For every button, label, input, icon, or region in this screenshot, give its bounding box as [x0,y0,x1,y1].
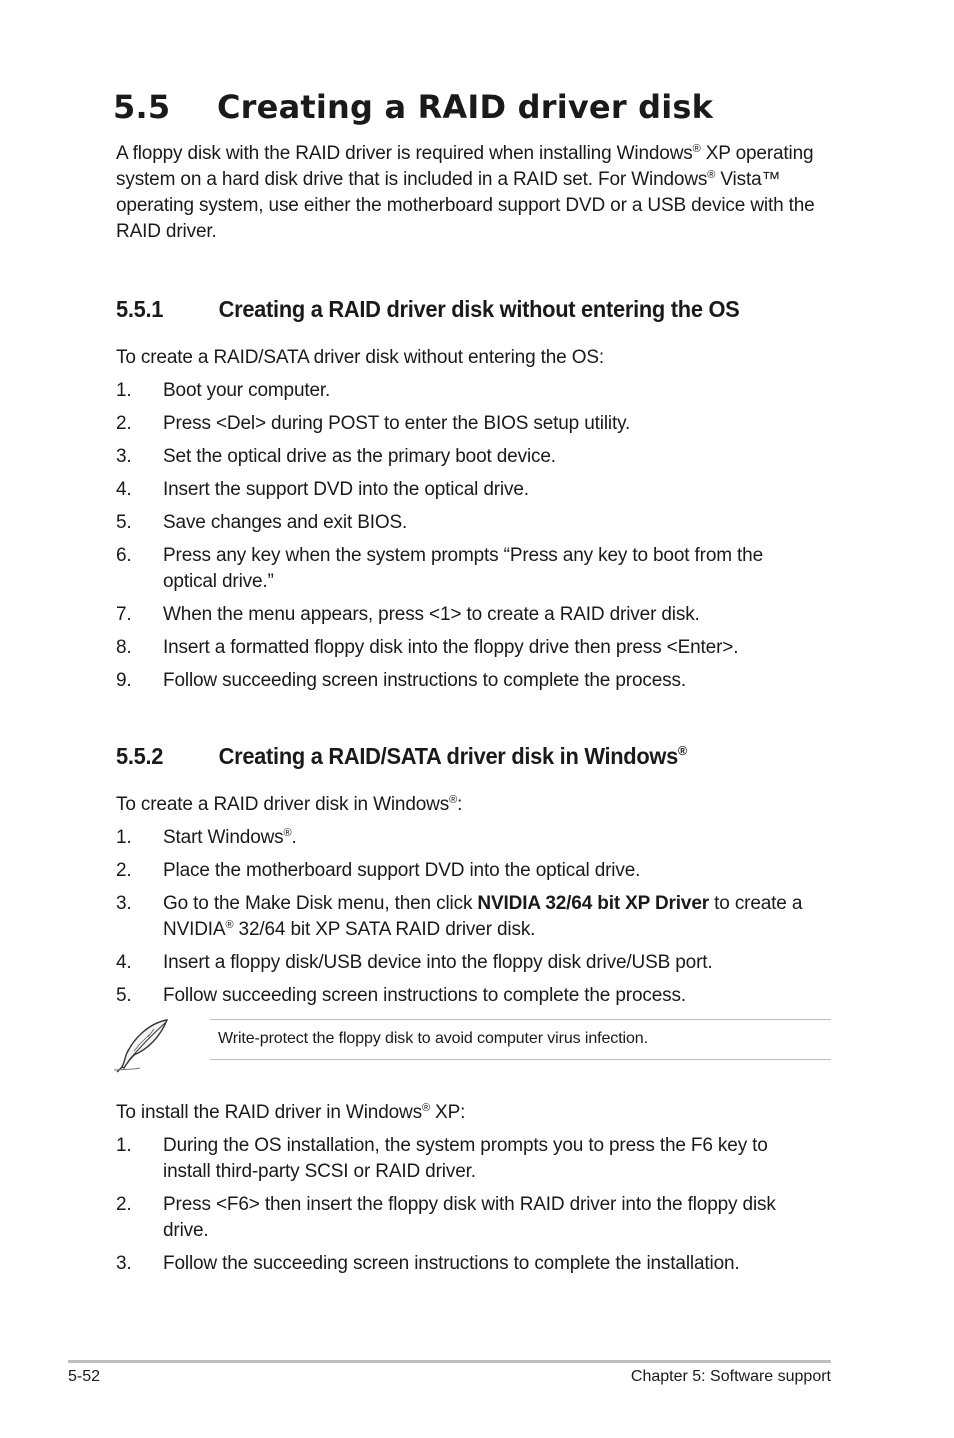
list-item: 2. Press <F6> then insert the floppy disk with RAID driver into the floppy disk drive. [116,1194,776,1241]
list-item: 2. Place the motherboard support DVD into the optical drive. [116,860,641,881]
registered-mark: ® [678,743,687,758]
registered-mark: ® [283,827,292,839]
sub2-steps [116,825,836,1016]
subsection-heading-2 [116,743,687,770]
list-item: 9. Follow succeeding screen instructions to complete the process. [116,670,686,691]
sub1-steps [116,378,836,701]
note-text: Write-protect the floppy disk to avoid computer virus infection. [218,1030,648,1047]
chapter-title: Chapter 5: Software support [630,1368,831,1385]
list-item: 5. Save changes and exit BIOS. [116,512,408,533]
registered-mark: ® [707,169,716,181]
list-item: 1. During the OS installation, the system prompts you to press the F6 key to install third-party SCSI or RAID driver. [116,1135,768,1182]
sub2-lead: To create a RAID driver disk in Windows®: [116,794,463,815]
note-bottom-rule [210,1059,831,1060]
list-item: 1. Boot your computer. [116,380,331,401]
list-item: 3. Set the optical drive as the primary boot device. [116,446,556,467]
list-item: 8. Insert a formatted floppy disk into the floppy drive then press <Enter>. [116,637,739,658]
intro-text-3: Vista™ operating system, use either the motherboard support DVD or a USB device with the RAID driver. [116,169,815,242]
registered-mark: ® [225,919,234,931]
list-item: 1. Start Windows®. [116,827,297,848]
registered-mark: ® [692,143,701,155]
subsection-heading-1 [116,296,739,323]
note-top-rule [210,1019,831,1020]
section-title: Creating a RAID driver disk [217,88,714,126]
registered-mark: ® [421,1102,430,1114]
install-steps [116,1133,836,1284]
driver-name: NVIDIA 32/64 bit XP Driver [477,893,710,914]
list-item: 4. Insert the support DVD into the optical drive. [116,479,529,500]
list-item: 3. Follow the succeeding screen instructions to complete the installation. [116,1253,740,1274]
list-item: 6. Press any key when the system prompts “Press any key to boot from the optical drive.” [116,545,764,592]
subsection-number: 5.5.1 [116,296,164,322]
section-heading [113,88,713,126]
intro-paragraph [116,141,816,245]
sub1-lead: To create a RAID/SATA driver disk without entering the OS: [116,347,604,368]
subsection-number: 5.5.2 [116,743,164,769]
list-item: 4. Insert a floppy disk/USB device into the floppy disk drive/USB port. [116,952,713,973]
subsection-title: Creating a RAID driver disk without entering the OS [218,296,740,322]
registered-mark: ® [449,794,458,806]
list-item: 5. Follow succeeding screen instructions to complete the process. [116,985,686,1006]
list-item: 3. Go to the Make Disk menu, then click NVIDIA 32/64 bit XP Driver to create a NVIDIA® 32/64 bit XP SATA RAID driver disk. [116,893,803,940]
intro-text-1: A floppy disk with the RAID driver is required when installing Windows [116,143,693,164]
list-item: 2. Press <Del> during POST to enter the BIOS setup utility. [116,413,631,434]
subsection-title: Creating a RAID/SATA driver disk in Windows [218,743,679,769]
feather-pen-icon [110,1017,172,1073]
page-number: 5-52 [68,1368,101,1385]
section-number: 5.5 [113,88,171,126]
intro-text-2: XP operating system on a hard disk drive that is included in a RAID set. For Windows [116,143,814,190]
install-lead: To install the RAID driver in Windows® XP: [116,1102,466,1123]
list-item: 7. When the menu appears, press <1> to create a RAID driver disk. [116,604,700,625]
footer-rule [68,1360,831,1363]
